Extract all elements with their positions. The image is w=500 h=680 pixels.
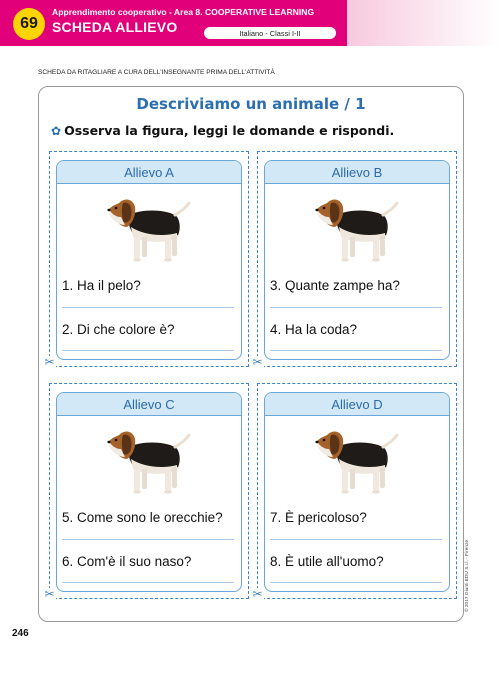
sheet-title: Descriviamo un animale / 1 [136,95,366,113]
dog-image [101,423,191,499]
card-label: Allievo B [265,161,449,184]
cut-frame-d [252,383,457,601]
answer-line [62,307,234,308]
question-1: 1. Ha il pelo? [62,278,141,293]
question-6: 6. Com'è il suo naso? [62,554,192,569]
student-card-c [56,392,242,592]
cut-frame-c [44,383,249,601]
cut-note: SCHEDA DA RITAGLIARE A CURA DELL'INSEGNANTE PRIMA DELL'ATTIVITÀ [38,69,275,76]
page-number: 246 [12,628,29,639]
question-7: 7. È pericoloso? [270,510,367,525]
question-5: 5. Come sono le orecchie? [62,510,223,525]
scissors-icon: ✂ [252,355,263,369]
dog-image [101,191,191,267]
header-fade [347,0,500,46]
card-label: Allievo A [57,161,241,184]
flower-icon: ✿ [51,124,62,138]
worksheet-card [38,86,464,622]
question-8: 8. È utile all'uomo? [270,554,384,569]
scissors-icon: ✂ [44,355,55,369]
answer-line [270,307,442,308]
cut-frame-a [44,151,249,369]
header-subtitle: Apprendimento cooperativo - Area 8. COOPERATIVE LEARNING [52,7,315,17]
student-card-d [264,392,450,592]
instruction [51,123,394,138]
answer-line [62,539,234,540]
copyright: © 2017 Giunti EDU S.r.l. - Firenze [465,539,470,612]
answer-line [270,582,442,583]
subject-tag: Italiano - Classi I-II [204,27,336,39]
instruction-text: Osserva la figura, leggi le domande e rispondi. [64,123,395,138]
scissors-icon: ✂ [252,587,263,601]
answer-line [62,350,234,351]
scissors-icon: ✂ [44,587,55,601]
card-label: Allievo D [265,393,449,416]
answer-line [270,539,442,540]
card-label: Allievo C [57,393,241,416]
student-card-b [264,160,450,360]
answer-line [270,350,442,351]
student-card-a [56,160,242,360]
cut-frame-b [252,151,457,369]
dog-image [309,423,399,499]
question-4: 4. Ha la coda? [270,322,358,337]
unit-number-badge: 69 [13,8,45,40]
question-3: 3. Quante zampe ha? [270,278,400,293]
header-title: SCHEDA ALLIEVO [52,19,178,35]
question-2: 2. Di che colore è? [62,322,175,337]
answer-line [62,582,234,583]
dog-image [309,191,399,267]
